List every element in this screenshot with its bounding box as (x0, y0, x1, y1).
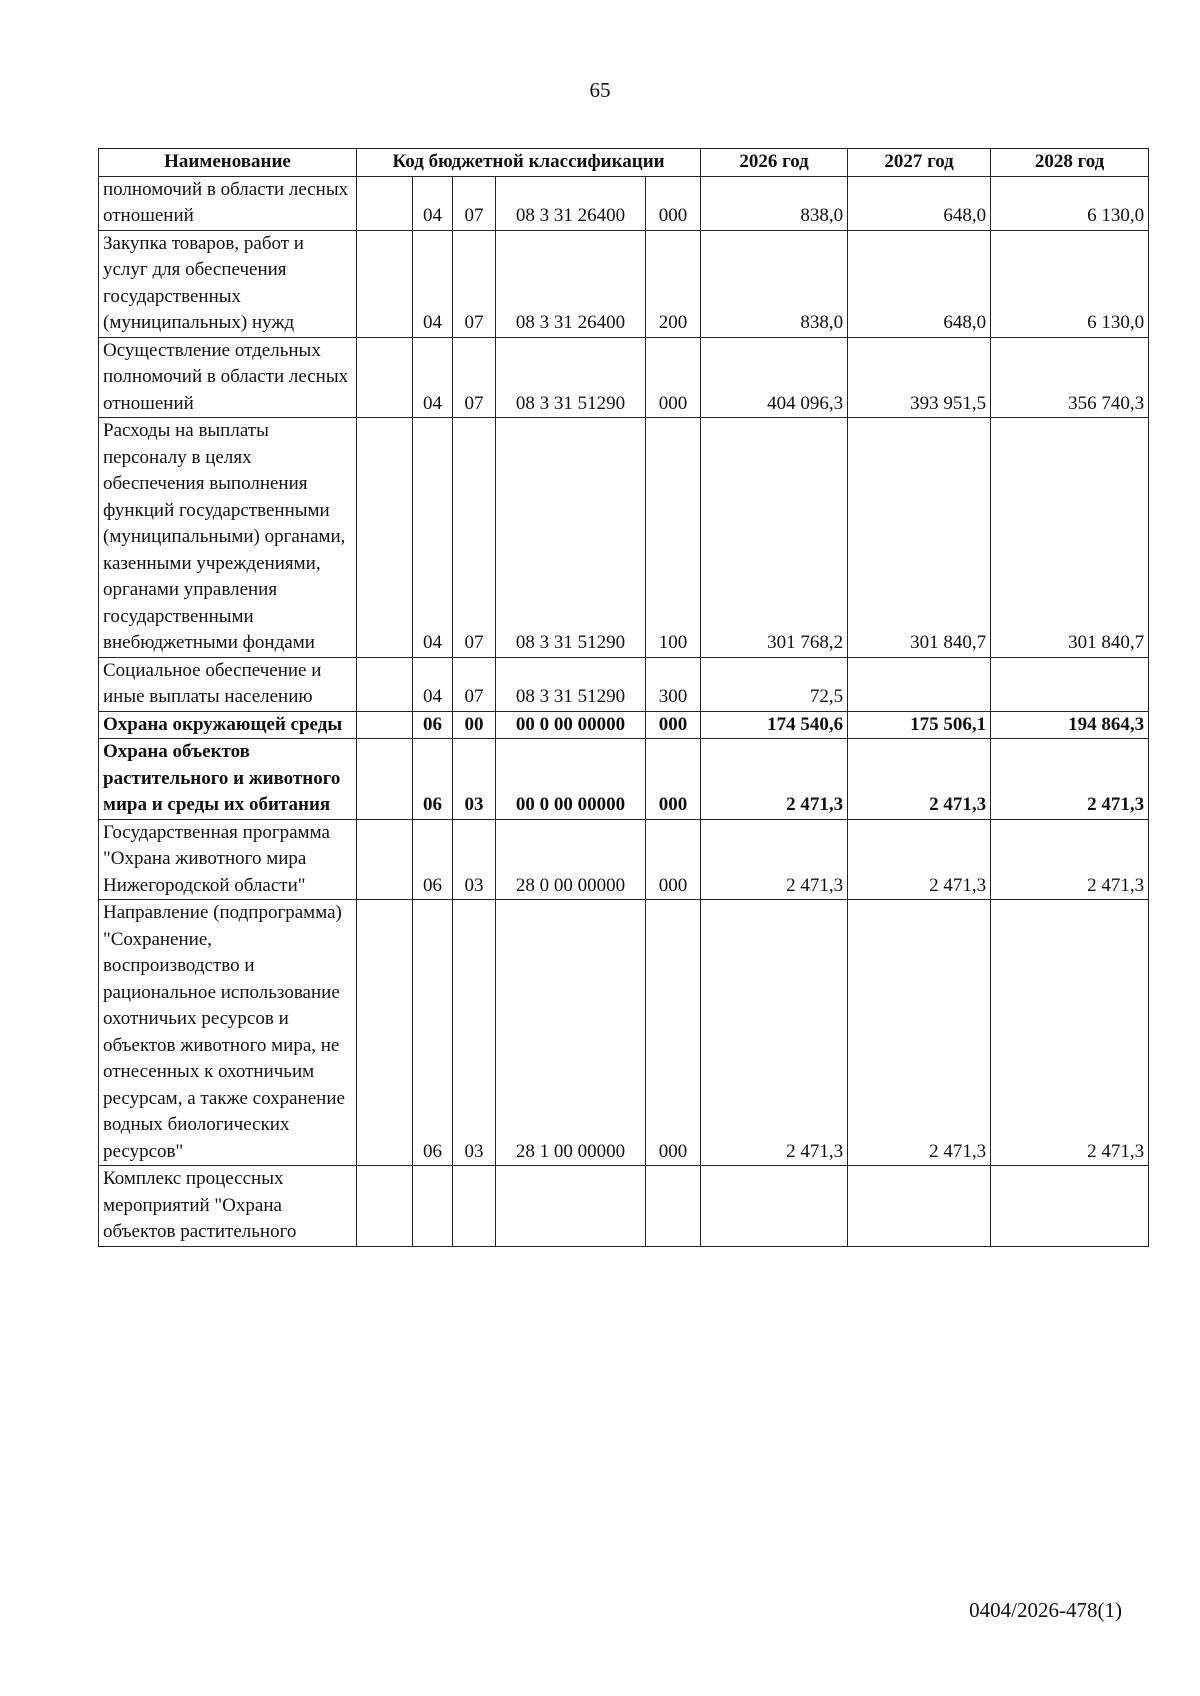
cell-empty (357, 819, 413, 900)
cell-2028: 6 130,0 (991, 176, 1149, 230)
cell-2027: 2 471,3 (848, 900, 991, 1166)
cell-target-article: 00 0 00 00000 (496, 711, 646, 739)
cell-expense-type: 000 (646, 739, 701, 820)
cell-subsection: 07 (453, 418, 496, 658)
cell-section: 06 (413, 739, 453, 820)
cell-section: 06 (413, 819, 453, 900)
header-2028: 2028 год (991, 149, 1149, 177)
page-number: 65 (589, 78, 611, 102)
cell-target-article: 08 3 31 26400 (496, 176, 646, 230)
cell-subsection (453, 1166, 496, 1247)
cell-target-article: 28 1 00 00000 (496, 900, 646, 1166)
cell-target-article: 28 0 00 00000 (496, 819, 646, 900)
cell-subsection: 03 (453, 739, 496, 820)
cell-2028: 6 130,0 (991, 230, 1149, 337)
cell-2027: 648,0 (848, 230, 991, 337)
header-name: Наименование (99, 149, 357, 177)
document-number: 0404/2026-478(1) (969, 1598, 1122, 1622)
cell-expense-type: 000 (646, 176, 701, 230)
table-row (99, 819, 1149, 900)
cell-name: Закупка товаров, работ и услуг для обеспечения государственных (муниципальных) нужд (99, 230, 357, 337)
cell-2028 (991, 657, 1149, 711)
cell-expense-type: 100 (646, 418, 701, 658)
cell-target-article: 08 3 31 51290 (496, 657, 646, 711)
cell-expense-type: 300 (646, 657, 701, 711)
cell-empty (357, 657, 413, 711)
cell-target-article (496, 1166, 646, 1247)
cell-2026 (701, 1166, 848, 1247)
cell-2028: 2 471,3 (991, 900, 1149, 1166)
table-row (99, 230, 1149, 337)
cell-empty (357, 711, 413, 739)
cell-empty (357, 176, 413, 230)
cell-section (413, 1166, 453, 1247)
cell-subsection: 07 (453, 337, 496, 418)
cell-empty (357, 739, 413, 820)
cell-subsection: 07 (453, 657, 496, 711)
cell-2027 (848, 657, 991, 711)
cell-target-article: 00 0 00 00000 (496, 739, 646, 820)
cell-2027: 648,0 (848, 176, 991, 230)
cell-name: Государственная программа "Охрана животного мира Нижегородской области" (99, 819, 357, 900)
cell-2027: 393 951,5 (848, 337, 991, 418)
cell-subsection: 03 (453, 819, 496, 900)
table-row (99, 657, 1149, 711)
cell-expense-type: 000 (646, 711, 701, 739)
cell-2026: 404 096,3 (701, 337, 848, 418)
cell-2026: 2 471,3 (701, 900, 848, 1166)
cell-empty (357, 1166, 413, 1247)
cell-target-article: 08 3 31 26400 (496, 230, 646, 337)
table-row (99, 711, 1149, 739)
cell-section: 04 (413, 176, 453, 230)
cell-section: 04 (413, 418, 453, 658)
header-row (99, 149, 1149, 177)
cell-name: Расходы на выплаты персоналу в целях обеспечения выполнения функций государственными (муниципальными) органами, казенными учреждениями, органами управления государственными внебюджетными фондами (99, 418, 357, 658)
cell-2026: 2 471,3 (701, 739, 848, 820)
cell-subsection: 00 (453, 711, 496, 739)
cell-section: 06 (413, 711, 453, 739)
cell-expense-type: 000 (646, 819, 701, 900)
cell-2026: 838,0 (701, 176, 848, 230)
cell-2026: 72,5 (701, 657, 848, 711)
cell-name: Охрана объектов растительного и животного мира и среды их обитания (99, 739, 357, 820)
cell-2027 (848, 1166, 991, 1247)
cell-2027: 2 471,3 (848, 819, 991, 900)
table-row (99, 418, 1149, 658)
header-2026: 2026 год (701, 149, 848, 177)
cell-empty (357, 418, 413, 658)
cell-2028: 2 471,3 (991, 819, 1149, 900)
cell-name: Социальное обеспечение и иные выплаты населению (99, 657, 357, 711)
header-code: Код бюджетной классификации (357, 149, 701, 177)
cell-expense-type (646, 1166, 701, 1247)
budget-table (98, 148, 1149, 1247)
cell-name: полномочий в области лесных отношений (99, 176, 357, 230)
cell-subsection: 03 (453, 900, 496, 1166)
cell-expense-type: 000 (646, 900, 701, 1166)
cell-section: 04 (413, 230, 453, 337)
cell-name: Направление (подпрограмма) "Сохранение, воспроизводство и рациональное использование охотничьих ресурсов и объектов животного мира, не отнесенных к охотничьим ресурсам, а также сохранение водных биологических ресурсов" (99, 900, 357, 1166)
cell-target-article: 08 3 31 51290 (496, 337, 646, 418)
cell-name: Комплекс процессных мероприятий "Охрана объектов растительного (99, 1166, 357, 1247)
cell-subsection: 07 (453, 230, 496, 337)
cell-empty (357, 337, 413, 418)
table-row (99, 337, 1149, 418)
cell-section: 04 (413, 337, 453, 418)
cell-subsection: 07 (453, 176, 496, 230)
table-row (99, 1166, 1149, 1247)
cell-target-article: 08 3 31 51290 (496, 418, 646, 658)
table-row (99, 176, 1149, 230)
cell-name: Охрана окружающей среды (99, 711, 357, 739)
header-2027: 2027 год (848, 149, 991, 177)
cell-section: 06 (413, 900, 453, 1166)
cell-2028: 301 840,7 (991, 418, 1149, 658)
cell-2028: 2 471,3 (991, 739, 1149, 820)
cell-2026: 174 540,6 (701, 711, 848, 739)
cell-2028: 356 740,3 (991, 337, 1149, 418)
cell-2028: 194 864,3 (991, 711, 1149, 739)
cell-2026: 301 768,2 (701, 418, 848, 658)
table-row (99, 900, 1149, 1166)
cell-empty (357, 230, 413, 337)
cell-2027: 175 506,1 (848, 711, 991, 739)
cell-name: Осуществление отдельных полномочий в области лесных отношений (99, 337, 357, 418)
cell-2026: 838,0 (701, 230, 848, 337)
cell-2027: 301 840,7 (848, 418, 991, 658)
cell-2028 (991, 1166, 1149, 1247)
cell-expense-type: 000 (646, 337, 701, 418)
table-row (99, 739, 1149, 820)
cell-2027: 2 471,3 (848, 739, 991, 820)
cell-2026: 2 471,3 (701, 819, 848, 900)
cell-expense-type: 200 (646, 230, 701, 337)
cell-section: 04 (413, 657, 453, 711)
cell-empty (357, 900, 413, 1166)
